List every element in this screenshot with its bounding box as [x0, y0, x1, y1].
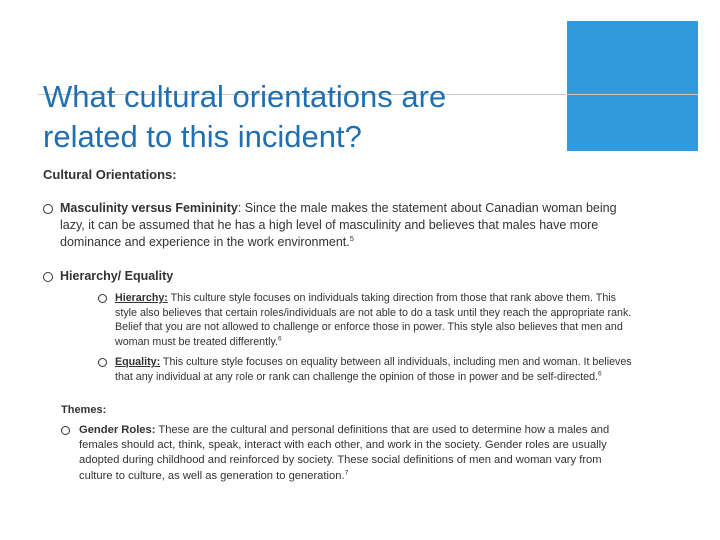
sub-bullet-text: [98, 355, 638, 384]
slide-title: What cultural orientations are related to this incident?: [43, 79, 447, 154]
slide-subtitle: Cultural Orientations:: [43, 167, 177, 182]
bullet-ref: 7: [344, 468, 349, 476]
bullet-body: These are the cultural and personal definitions that are used to determine how a males and females should act, think, speak, interact with each other, and work in the society. Gender roles are usually adopted during childhood and reinforced by society. These social definitions of men and woman vary from culture to culture, as well as generation to generation.: [79, 424, 610, 482]
bullet-heading: Gender Roles:: [79, 424, 156, 436]
sub-bullet-ref: 6: [277, 335, 282, 343]
sub-bullet-text: [98, 291, 638, 350]
bullet-hierarchy-equality: [43, 268, 643, 285]
themes-label: Themes:: [61, 404, 107, 416]
sub-bullet-equality: [98, 355, 638, 384]
sub-bullet-body: This culture style focuses on equality between all individuals, including men and woman. It believes that any individual at any role or rank can challenge the opinion of those in power and be self-directed.: [115, 356, 632, 383]
bullet-ref: 5: [349, 233, 354, 243]
sub-bullet-ref: 6: [598, 370, 602, 378]
sub-bullet-heading: Equality:: [115, 356, 161, 368]
sub-bullet-hierarchy: [98, 291, 638, 350]
bullet-gender-roles: [61, 423, 621, 484]
bullet-heading: Hierarchy/ Equality: [60, 269, 174, 283]
bullet-heading: Masculinity versus Femininity: [60, 201, 238, 215]
bullet-circle-icon: [98, 294, 107, 303]
accent-square: [567, 21, 698, 151]
bullet-body: : Since the male makes the statement about Canadian woman being lazy, it can be assumed that he has a high level of masculinity and believes that males have more dominance and experience in the work environment.: [60, 201, 617, 249]
bullet-text: [61, 423, 621, 484]
bullet-circle-icon: [43, 204, 53, 214]
bullet-masculinity: [43, 200, 643, 251]
bullet-circle-icon: [61, 426, 70, 435]
bullet-text: [43, 200, 643, 251]
sub-bullet-body: This culture style focuses on individuals taking direction from those that rank above them. This style also believes that certain roles/individuals are not able to do a task until they reach the appropriate rank. Belief that you are not allowed to challenge or enforce those in power. This style also believes that men and woman must be treated differently.: [115, 292, 632, 349]
sub-bullet-heading: Hierarchy:: [115, 292, 168, 304]
bullet-circle-icon: [98, 358, 107, 367]
bullet-circle-icon: [43, 272, 53, 282]
